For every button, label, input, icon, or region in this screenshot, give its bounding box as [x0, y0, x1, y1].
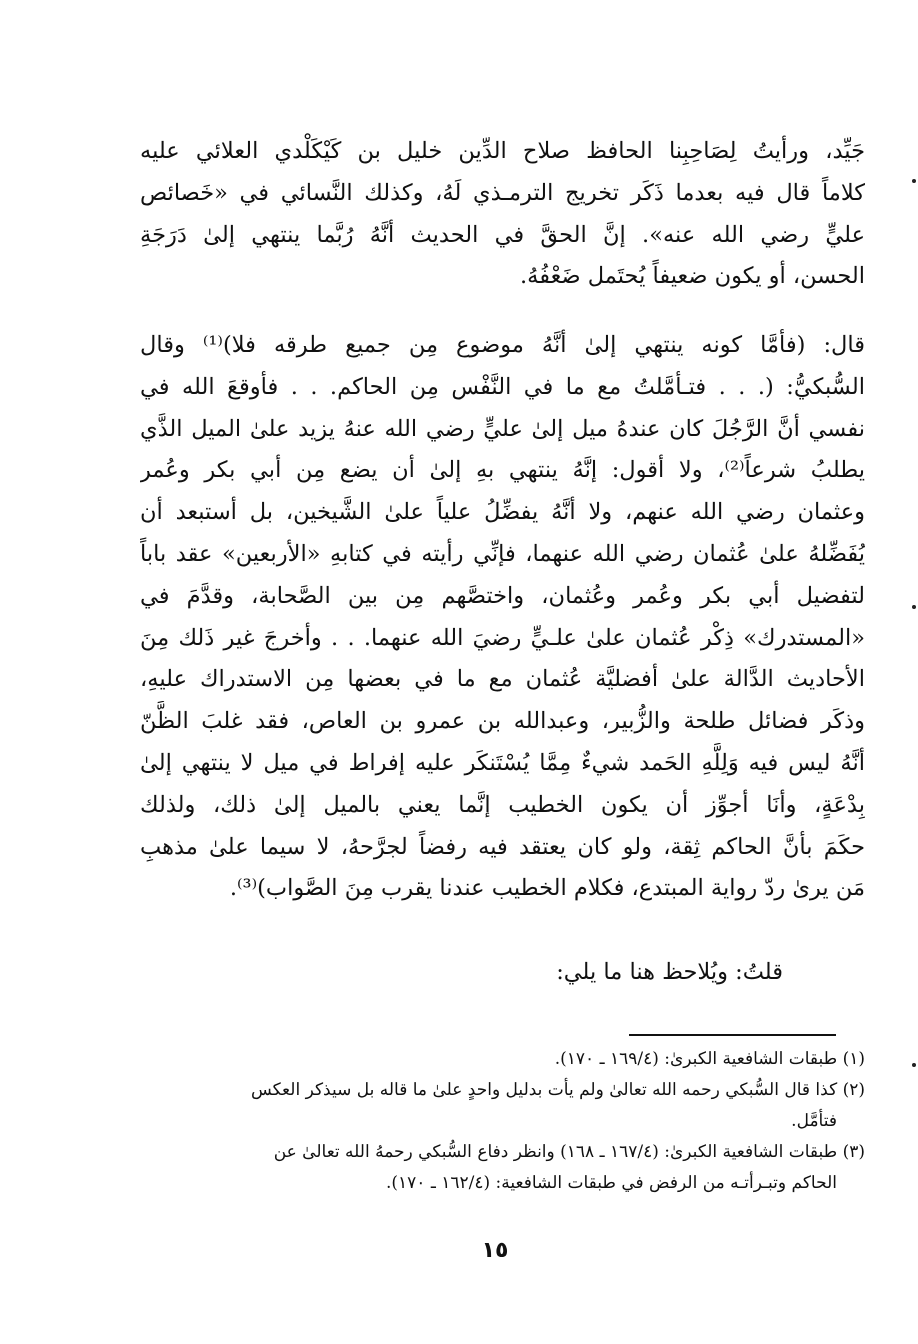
text-line: السُّبكيُّ: (. . . فتـأمَّلتُ مع ما في النَّفْس مِن الحاكم. . . فأوقعَ الله في	[140, 373, 865, 400]
text-line: الحسن، أو يكون ضعيفاً يُحتَمل ضَعْفُهُ.	[520, 263, 865, 290]
text-line: يطلبُ شرعاً⁽²⁾، ولا أقول: إنَّهُ ينتهي بهِ إلىٰ أن يضع مِن أبي بكر وعُمر	[140, 457, 865, 484]
footnote-1	[140, 1044, 865, 1075]
margin-mark	[912, 179, 916, 183]
text-line: قال: (فأمَّا كونه ينتهي إلىٰ أنَّهُ موضوع مِن جميع طرقه فلا)⁽¹⁾ وقال	[140, 332, 865, 358]
page-number: ١٥	[481, 1238, 509, 1263]
footnote-3	[140, 1137, 865, 1199]
text-line: مَن يرىٰ ردّ رواية المبتدع، فكلام الخطيب عندنا يقرب مِنَ الصَّواب)⁽³⁾.	[229, 875, 865, 902]
text-line: جَيِّد، ورأيتُ لِصَاحِبِنا الحافظ صلاح الدِّين خليل بن كَيْكَلْدي العلائي عليه	[140, 138, 865, 164]
footnote-continuation: الحاكم وتبـرأتـه من الرفض في طبقات الشافعية: (١٦٢/٤ ـ ١٧٠).	[386, 1173, 837, 1193]
footnotes	[140, 1044, 865, 1199]
footnote-separator	[629, 1034, 836, 1036]
text-line: عليٍّ رضي الله عنه». إنَّ الحقَّ في الحديث أنَّهُ رُبَّما ينتهي إلىٰ دَرَجَةِ	[140, 221, 865, 248]
text-line: بِدْعَةٍ، وأنَا أجوِّز أن يكون الخطيب إنَّما يعني بالميل إلىٰ ذلك، ولذلك	[140, 791, 865, 818]
text-line: «المستدرك» ذِكْر عُثمان علىٰ علـيٍّ رضيَ الله عنهما. . . وأخرجَ غير ذَلك مِنَ	[140, 624, 865, 651]
body-paragraph-2	[140, 325, 865, 910]
text-line: نفسي أنَّ الرَّجُلَ كان عندهُ ميل إلىٰ عليٍّ رضي الله عنهُ يزيد علىٰ الميل الذَّي	[140, 415, 865, 442]
margin-mark	[912, 605, 916, 609]
text-line: الأحاديث الدَّالة علىٰ أفضليَّة عُثمان مع ما في بعضها مِن الاستدراك عليهِ،	[140, 666, 865, 693]
footnote-text: (١) طبقات الشافعية الكبرىٰ: (١٦٩/٤ ـ ١٧٠).	[554, 1049, 865, 1069]
footnote-2	[140, 1075, 865, 1137]
text-line: وعثمان رضي الله عنهم، ولا أنَّهُ يفضِّلُ علياً علىٰ الشَّيخين، بل أستبعد أن	[140, 499, 865, 526]
text-line: حكَمَ بأنَّ الحاكم ثِقة، ولو كان يعتقد فيه رفضاً لجرَّحهُ، لا سيما علىٰ مذهبِ	[140, 833, 865, 860]
text-line: كلاماً قال فيه بعدما ذَكَر تخريج الترمـذي لَهُ، وكذلك النَّسائي في «خَصائص	[140, 179, 865, 206]
margin-mark	[912, 1063, 916, 1067]
footnote-text: (٢) كذا قال السُّبكي رحمه الله تعالىٰ ولم يأت بدليل واحدٍ علىٰ ما قاله بل سيذكر العكس	[251, 1080, 865, 1100]
text-line: لتفضيل أبي بكر وعُمر وعُثمان، واختصَّهم مِن بين الصَّحابة، وقدَّمَ في	[140, 582, 865, 609]
body-paragraph-3: قلتُ: ويُلاحظ هنا ما يلي:	[556, 959, 783, 985]
footnote-text: (٣) طبقات الشافعية الكبرىٰ: (١٦٧/٤ ـ ١٦٨) وانظر دفاع السُّبكي رحمهُ الله تعالىٰ عن	[273, 1142, 865, 1162]
footnote-continuation: فتأمَّل.	[791, 1111, 837, 1131]
text-line: يُفَضِّلهُ علىٰ عُثمان رضي الله عنهما، فإنِّي رأيته في كتابهِ «الأربعين» عقد باباً	[140, 540, 865, 567]
text-line: وذكَر فضائل طلحة والزُّبير، وعبدالله بن عمرو بن العاص، فقد غلبَ الظَّنّ	[140, 708, 865, 735]
text-line: أنَّهُ ليس فيه وَلِلَّهِ الحَمد شيءٌ مِمَّا يُسْتَنكَر عليه إفراط في ميل لا ينتهي إلىٰ	[140, 749, 865, 776]
body-paragraph-1	[140, 131, 865, 298]
